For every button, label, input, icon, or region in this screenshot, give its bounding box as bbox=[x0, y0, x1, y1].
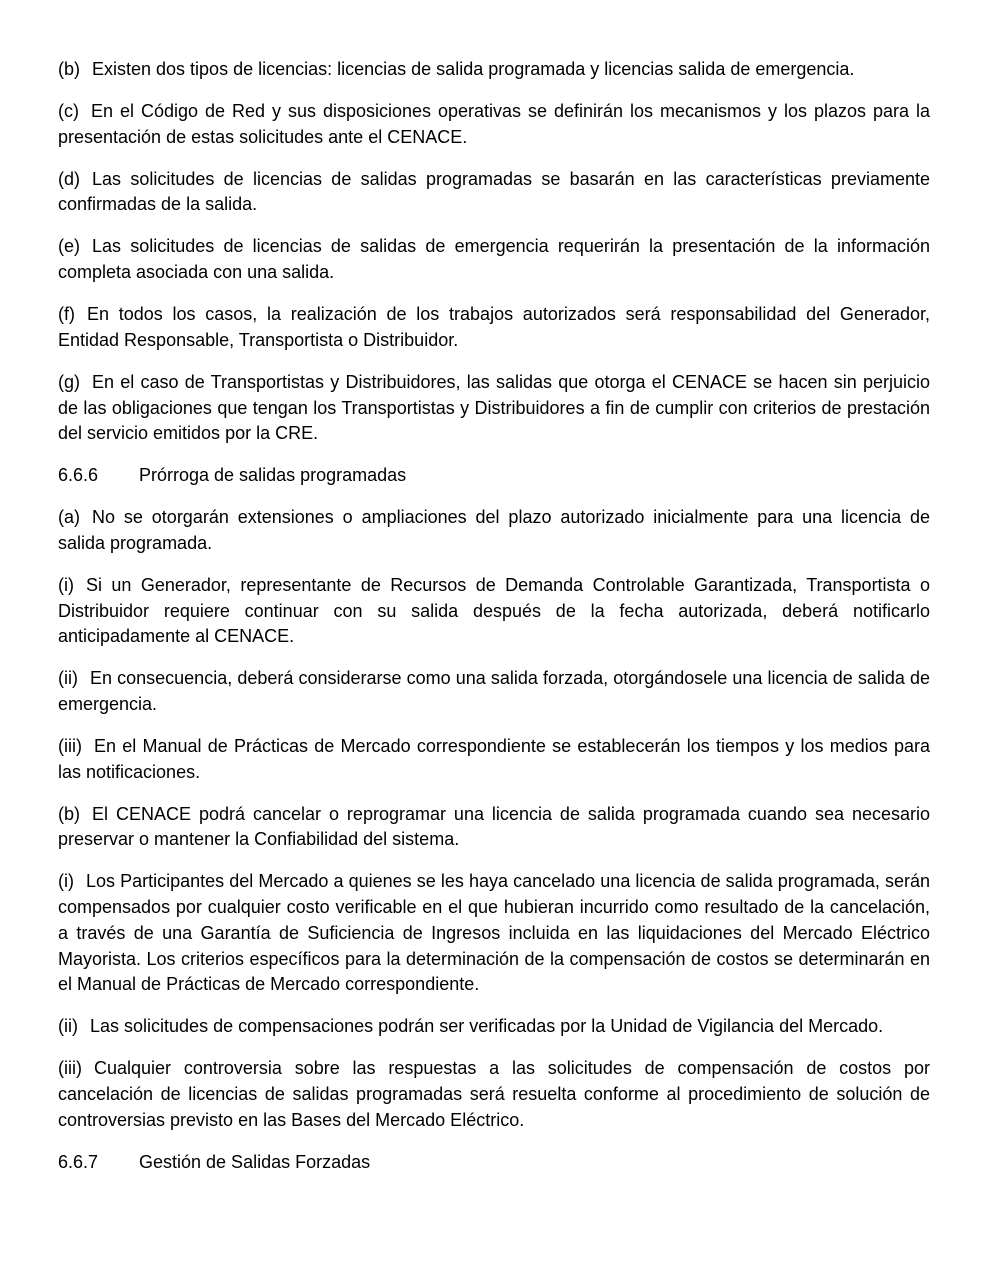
item-label: (b) bbox=[58, 59, 80, 79]
item-text: Los Participantes del Mercado a quienes se les haya cancelado una licencia de salida programada, serán compensados por cualquier costo verificable en el que hubieran incurrido como resultado de la cancelación, a través de una Garantía de Suficiencia de Ingresos incluida en las liquidaciones del Mercado Eléctrico Mayorista. Los criterios específicos para la determinación de la compensación de costos se determinarán en el Manual de Prácticas de Mercado correspondiente. bbox=[58, 871, 930, 995]
item-text: Las solicitudes de licencias de salidas programadas se basarán en las características previamente confirmadas de la salida. bbox=[58, 168, 930, 215]
item-label: (d) bbox=[58, 168, 80, 189]
section-title: Gestión de Salidas Forzadas bbox=[139, 1151, 371, 1172]
item-text: No se otorgarán extensiones o ampliaciones del plazo autorizado inicialmente para una licencia de salida programada. bbox=[58, 507, 930, 553]
item-text: Las solicitudes de licencias de salidas de emergencia requerirán la presentación de la información completa asociada con una salida. bbox=[58, 236, 930, 283]
paragraph-a-ii bbox=[58, 666, 930, 717]
paragraph-b bbox=[58, 57, 930, 83]
section-title: Prórroga de salidas programadas bbox=[139, 465, 407, 486]
item-text: El CENACE podrá cancelar o reprogramar una licencia de salida programada cuando sea necesario preservar o mantener la Confiabilidad del sistema. bbox=[58, 803, 930, 850]
item-text: Las solicitudes de compensaciones podrán ser verificadas por la Unidad de Vigilancia del Mercado. bbox=[90, 1016, 884, 1037]
section-number: 6.6.7 bbox=[58, 1151, 99, 1172]
paragraph-a-i bbox=[58, 573, 930, 650]
section-number: 6.6.6 bbox=[58, 465, 99, 486]
item-text: En el Manual de Prácticas de Mercado correspondiente se establecerán los tiempos y los medios para las notificaciones. bbox=[58, 736, 930, 782]
paragraph-c bbox=[58, 99, 930, 150]
paragraph-b2-ii bbox=[58, 1014, 930, 1040]
paragraph-a-iii bbox=[58, 734, 930, 785]
item-text: En el Código de Red y sus disposiciones operativas se definirán los mecanismos y los plazos para la presentación de estas solicitudes ante el CENACE. bbox=[58, 101, 930, 147]
section-heading-6-6-6 bbox=[58, 463, 930, 489]
item-label: (c) bbox=[58, 101, 79, 121]
section-heading-6-6-7 bbox=[58, 1150, 930, 1176]
item-label: (f) bbox=[58, 304, 75, 325]
item-label: (a) bbox=[58, 507, 80, 528]
item-label: (iii) bbox=[58, 736, 82, 757]
item-label: (i) bbox=[58, 871, 74, 892]
item-text: Si un Generador, representante de Recursos de Demanda Controlable Garantizada, Transportista o Distribuidor requiere continuar con su salida después de la fecha autorizada, deberá notificarlo anticipadamente al CENACE. bbox=[58, 574, 930, 647]
item-text: Cualquier controversia sobre las respuestas a las solicitudes de compensación de costos por cancelación de licencias de salidas programadas será resuelta conforme al procedimiento de solución de controversias previsto en las Bases del Mercado Eléctrico. bbox=[58, 1058, 930, 1130]
paragraph-b2-iii bbox=[58, 1056, 930, 1133]
item-text: En consecuencia, deberá considerarse como una salida forzada, otorgándosele una licencia de salida de emergencia. bbox=[58, 668, 930, 715]
item-label: (g) bbox=[58, 371, 80, 392]
paragraph-f bbox=[58, 302, 930, 353]
item-text: En el caso de Transportistas y Distribuidores, las salidas que otorga el CENACE se hacen sin perjuicio de las obligaciones que tengan los Transportistas y Distribuidores a fin de cumplir con criterios de prestación del servicio emitidos por la CRE. bbox=[58, 371, 930, 444]
paragraph-a bbox=[58, 505, 930, 556]
paragraph-b2 bbox=[58, 802, 930, 853]
item-text: En todos los casos, la realización de los trabajos autorizados será responsabilidad del Generador, Entidad Responsable, Transportista o Distribuidor. bbox=[58, 304, 930, 350]
item-label: (ii) bbox=[58, 668, 78, 689]
item-label: (ii) bbox=[58, 1016, 78, 1037]
item-label: (iii) bbox=[58, 1058, 82, 1079]
paragraph-e bbox=[58, 234, 930, 285]
item-text: Existen dos tipos de licencias: licencias de salida programada y licencias salida de emergencia. bbox=[92, 59, 855, 79]
paragraph-d bbox=[58, 167, 930, 218]
paragraph-b2-i bbox=[58, 869, 930, 998]
paragraph-g bbox=[58, 370, 930, 447]
item-label: (b) bbox=[58, 803, 80, 824]
document-page bbox=[58, 57, 930, 1192]
item-label: (i) bbox=[58, 574, 74, 595]
item-label: (e) bbox=[58, 236, 80, 257]
